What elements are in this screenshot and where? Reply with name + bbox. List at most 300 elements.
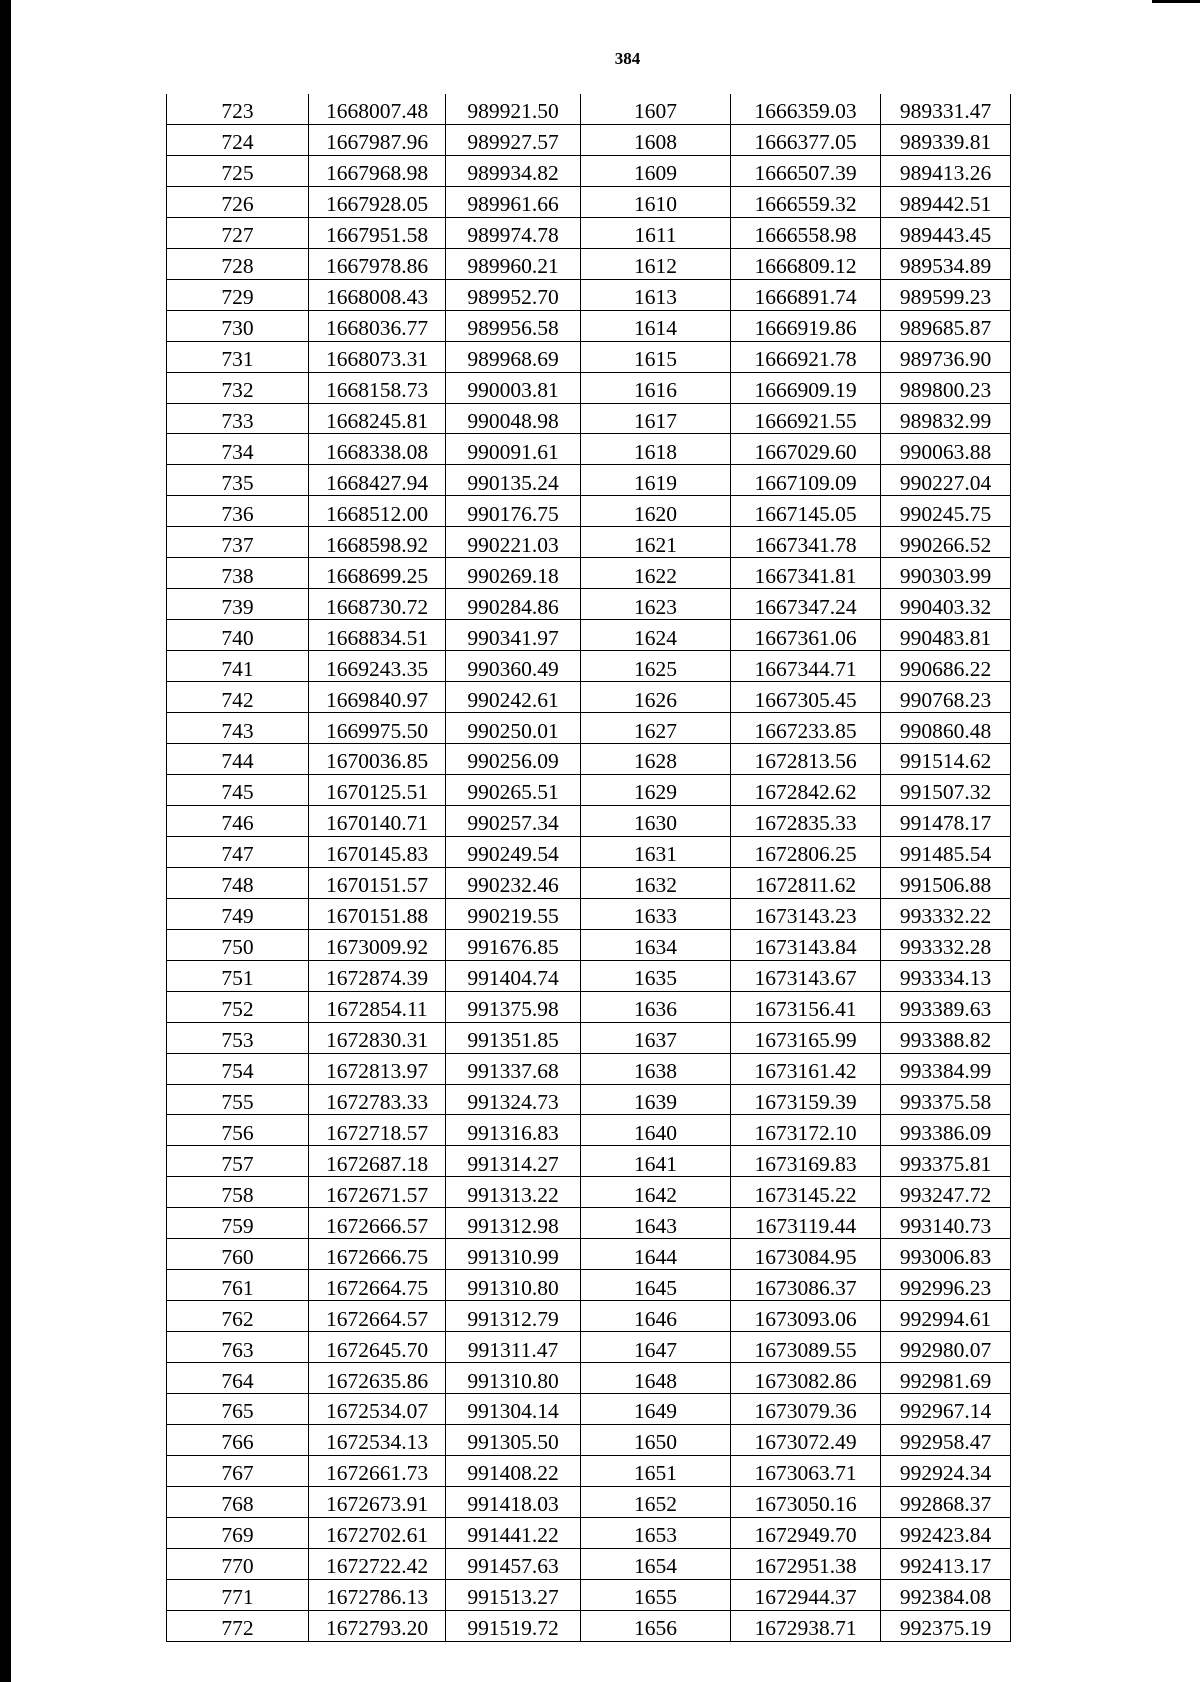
table-row bbox=[167, 1610, 1011, 1641]
table-cell-x-coordinate-left: 1672673.91 bbox=[309, 1486, 446, 1517]
table-cell-x-coordinate-right: 1673063.71 bbox=[731, 1455, 881, 1486]
table-row bbox=[167, 527, 1011, 558]
table-cell-x-coordinate-right: 1666359.03 bbox=[731, 94, 881, 124]
table-cell-point-id-left: 723 bbox=[167, 94, 309, 124]
table-cell-y-coordinate-right: 991507.32 bbox=[881, 774, 1011, 805]
table-cell-x-coordinate-left: 1672645.70 bbox=[309, 1332, 446, 1363]
table-row bbox=[167, 1177, 1011, 1208]
table-cell-y-coordinate-right: 993006.83 bbox=[881, 1239, 1011, 1270]
table-cell-point-id-left: 748 bbox=[167, 867, 309, 898]
table-cell-x-coordinate-left: 1673009.92 bbox=[309, 929, 446, 960]
table-row bbox=[167, 558, 1011, 589]
table-cell-x-coordinate-right: 1673143.23 bbox=[731, 898, 881, 929]
table-cell-y-coordinate-left: 991404.74 bbox=[446, 960, 581, 991]
table-cell-y-coordinate-left: 991312.98 bbox=[446, 1208, 581, 1239]
table-cell-x-coordinate-left: 1667978.86 bbox=[309, 248, 446, 279]
table-cell-y-coordinate-right: 989331.47 bbox=[881, 94, 1011, 124]
table-row bbox=[167, 744, 1011, 775]
table-cell-point-id-right: 1633 bbox=[581, 898, 731, 929]
table-row bbox=[167, 1053, 1011, 1084]
table-cell-x-coordinate-right: 1667341.78 bbox=[731, 527, 881, 558]
table-cell-y-coordinate-left: 991351.85 bbox=[446, 1022, 581, 1053]
table-cell-point-id-left: 745 bbox=[167, 774, 309, 805]
table-cell-x-coordinate-left: 1672661.73 bbox=[309, 1455, 446, 1486]
table-cell-point-id-left: 772 bbox=[167, 1610, 309, 1641]
table-cell-point-id-right: 1612 bbox=[581, 248, 731, 279]
table-cell-point-id-left: 741 bbox=[167, 651, 309, 682]
table-cell-y-coordinate-left: 989927.57 bbox=[446, 124, 581, 155]
table-cell-point-id-right: 1626 bbox=[581, 682, 731, 713]
table-cell-x-coordinate-right: 1667109.09 bbox=[731, 465, 881, 496]
table-cell-x-coordinate-right: 1673169.83 bbox=[731, 1146, 881, 1177]
table-cell-x-coordinate-right: 1673072.49 bbox=[731, 1424, 881, 1455]
table-cell-point-id-left: 724 bbox=[167, 124, 309, 155]
table-cell-y-coordinate-left: 990250.01 bbox=[446, 713, 581, 744]
table-cell-y-coordinate-right: 990245.75 bbox=[881, 496, 1011, 527]
table-cell-point-id-left: 762 bbox=[167, 1301, 309, 1332]
table-row bbox=[167, 1579, 1011, 1610]
table-cell-x-coordinate-right: 1667347.24 bbox=[731, 589, 881, 620]
table-cell-x-coordinate-left: 1672718.57 bbox=[309, 1115, 446, 1146]
table-row bbox=[167, 1363, 1011, 1394]
table-cell-x-coordinate-right: 1673161.42 bbox=[731, 1053, 881, 1084]
table-row bbox=[167, 496, 1011, 527]
table-row bbox=[167, 403, 1011, 434]
table-row bbox=[167, 94, 1011, 124]
table-row bbox=[167, 651, 1011, 682]
table-cell-x-coordinate-right: 1673093.06 bbox=[731, 1301, 881, 1332]
table-cell-point-id-right: 1627 bbox=[581, 713, 731, 744]
table-cell-y-coordinate-right: 990686.22 bbox=[881, 651, 1011, 682]
table-cell-y-coordinate-left: 991304.14 bbox=[446, 1394, 581, 1425]
table-row bbox=[167, 217, 1011, 248]
table-cell-y-coordinate-right: 989442.51 bbox=[881, 186, 1011, 217]
table-cell-y-coordinate-left: 990048.98 bbox=[446, 403, 581, 434]
table-row bbox=[167, 1548, 1011, 1579]
table-cell-point-id-right: 1629 bbox=[581, 774, 731, 805]
table-cell-point-id-right: 1649 bbox=[581, 1394, 731, 1425]
table-cell-point-id-left: 732 bbox=[167, 372, 309, 403]
table-cell-point-id-left: 759 bbox=[167, 1208, 309, 1239]
table-cell-y-coordinate-left: 991513.27 bbox=[446, 1579, 581, 1610]
table-cell-point-id-left: 771 bbox=[167, 1579, 309, 1610]
table-row bbox=[167, 1455, 1011, 1486]
table-cell-point-id-left: 730 bbox=[167, 310, 309, 341]
table-cell-point-id-left: 751 bbox=[167, 960, 309, 991]
table-cell-x-coordinate-right: 1672806.25 bbox=[731, 836, 881, 867]
table-cell-point-id-right: 1630 bbox=[581, 805, 731, 836]
table-cell-x-coordinate-left: 1670140.71 bbox=[309, 805, 446, 836]
table-cell-point-id-right: 1640 bbox=[581, 1115, 731, 1146]
table-cell-y-coordinate-left: 989952.70 bbox=[446, 279, 581, 310]
table-cell-point-id-right: 1631 bbox=[581, 836, 731, 867]
table-cell-x-coordinate-right: 1666559.32 bbox=[731, 186, 881, 217]
table-row bbox=[167, 1301, 1011, 1332]
table-cell-x-coordinate-left: 1670145.83 bbox=[309, 836, 446, 867]
table-cell-x-coordinate-left: 1672635.86 bbox=[309, 1363, 446, 1394]
table-row bbox=[167, 341, 1011, 372]
table-cell-x-coordinate-right: 1667305.45 bbox=[731, 682, 881, 713]
table-cell-y-coordinate-right: 989443.45 bbox=[881, 217, 1011, 248]
table-cell-y-coordinate-left: 990003.81 bbox=[446, 372, 581, 403]
table-cell-y-coordinate-left: 990219.55 bbox=[446, 898, 581, 929]
table-cell-point-id-left: 766 bbox=[167, 1424, 309, 1455]
table-cell-point-id-right: 1648 bbox=[581, 1363, 731, 1394]
table-cell-y-coordinate-left: 991441.22 bbox=[446, 1517, 581, 1548]
table-cell-point-id-left: 753 bbox=[167, 1022, 309, 1053]
table-cell-x-coordinate-left: 1668699.25 bbox=[309, 558, 446, 589]
table-cell-x-coordinate-right: 1672949.70 bbox=[731, 1517, 881, 1548]
table-cell-y-coordinate-left: 990360.49 bbox=[446, 651, 581, 682]
table-cell-point-id-right: 1608 bbox=[581, 124, 731, 155]
table-cell-x-coordinate-left: 1670036.85 bbox=[309, 744, 446, 775]
table-cell-x-coordinate-left: 1670151.88 bbox=[309, 898, 446, 929]
table-cell-x-coordinate-left: 1672786.13 bbox=[309, 1579, 446, 1610]
table-cell-point-id-right: 1632 bbox=[581, 867, 731, 898]
table-cell-x-coordinate-right: 1672835.33 bbox=[731, 805, 881, 836]
table-cell-y-coordinate-right: 992994.61 bbox=[881, 1301, 1011, 1332]
table-row bbox=[167, 620, 1011, 651]
table-cell-point-id-left: 746 bbox=[167, 805, 309, 836]
table-cell-x-coordinate-left: 1668036.77 bbox=[309, 310, 446, 341]
table-cell-point-id-right: 1621 bbox=[581, 527, 731, 558]
table-cell-point-id-right: 1646 bbox=[581, 1301, 731, 1332]
table-cell-point-id-left: 764 bbox=[167, 1363, 309, 1394]
table-cell-x-coordinate-right: 1666507.39 bbox=[731, 155, 881, 186]
table-cell-point-id-left: 752 bbox=[167, 991, 309, 1022]
table-row bbox=[167, 805, 1011, 836]
table-cell-point-id-left: 734 bbox=[167, 434, 309, 465]
table-cell-x-coordinate-left: 1672813.97 bbox=[309, 1053, 446, 1084]
table-cell-x-coordinate-right: 1666919.86 bbox=[731, 310, 881, 341]
table-cell-y-coordinate-right: 990403.32 bbox=[881, 589, 1011, 620]
table-cell-x-coordinate-right: 1672842.62 bbox=[731, 774, 881, 805]
table-cell-x-coordinate-right: 1673086.37 bbox=[731, 1270, 881, 1301]
table-cell-x-coordinate-left: 1672830.31 bbox=[309, 1022, 446, 1053]
table-cell-x-coordinate-right: 1673050.16 bbox=[731, 1486, 881, 1517]
table-cell-point-id-left: 747 bbox=[167, 836, 309, 867]
table-cell-y-coordinate-right: 993384.99 bbox=[881, 1053, 1011, 1084]
table-row bbox=[167, 929, 1011, 960]
table-cell-y-coordinate-left: 991519.72 bbox=[446, 1610, 581, 1641]
table-row bbox=[167, 836, 1011, 867]
table-cell-y-coordinate-right: 993388.82 bbox=[881, 1022, 1011, 1053]
table-cell-y-coordinate-left: 991312.79 bbox=[446, 1301, 581, 1332]
table-cell-y-coordinate-right: 989413.26 bbox=[881, 155, 1011, 186]
table-cell-x-coordinate-right: 1673089.55 bbox=[731, 1332, 881, 1363]
table-cell-y-coordinate-left: 991310.80 bbox=[446, 1363, 581, 1394]
table-cell-x-coordinate-left: 1672702.61 bbox=[309, 1517, 446, 1548]
table-row bbox=[167, 1394, 1011, 1425]
table-cell-x-coordinate-right: 1667344.71 bbox=[731, 651, 881, 682]
table-cell-y-coordinate-right: 989339.81 bbox=[881, 124, 1011, 155]
table-cell-x-coordinate-right: 1666921.55 bbox=[731, 403, 881, 434]
table-cell-x-coordinate-left: 1670125.51 bbox=[309, 774, 446, 805]
table-cell-point-id-left: 767 bbox=[167, 1455, 309, 1486]
table-cell-x-coordinate-left: 1669975.50 bbox=[309, 713, 446, 744]
table-row bbox=[167, 898, 1011, 929]
table-cell-y-coordinate-left: 991313.22 bbox=[446, 1177, 581, 1208]
table-cell-y-coordinate-right: 991514.62 bbox=[881, 744, 1011, 775]
table-cell-y-coordinate-left: 991324.73 bbox=[446, 1084, 581, 1115]
table-cell-y-coordinate-left: 990265.51 bbox=[446, 774, 581, 805]
table-cell-x-coordinate-right: 1666909.19 bbox=[731, 372, 881, 403]
page-number: 384 bbox=[614, 49, 641, 68]
table-cell-y-coordinate-left: 991457.63 bbox=[446, 1548, 581, 1579]
table-cell-y-coordinate-right: 991506.88 bbox=[881, 867, 1011, 898]
table-cell-point-id-right: 1650 bbox=[581, 1424, 731, 1455]
table-row bbox=[167, 1115, 1011, 1146]
table-row bbox=[167, 1022, 1011, 1053]
table-row bbox=[167, 310, 1011, 341]
table-row bbox=[167, 1084, 1011, 1115]
table-cell-y-coordinate-right: 990227.04 bbox=[881, 465, 1011, 496]
table-cell-x-coordinate-right: 1673172.10 bbox=[731, 1115, 881, 1146]
table-cell-y-coordinate-left: 991305.50 bbox=[446, 1424, 581, 1455]
table-cell-y-coordinate-right: 992868.37 bbox=[881, 1486, 1011, 1517]
table-cell-y-coordinate-right: 992958.47 bbox=[881, 1424, 1011, 1455]
table-cell-point-id-left: 756 bbox=[167, 1115, 309, 1146]
table-cell-x-coordinate-right: 1666891.74 bbox=[731, 279, 881, 310]
table-cell-point-id-right: 1613 bbox=[581, 279, 731, 310]
table-cell-y-coordinate-right: 989832.99 bbox=[881, 403, 1011, 434]
table-cell-point-id-right: 1636 bbox=[581, 991, 731, 1022]
table-cell-y-coordinate-left: 990284.86 bbox=[446, 589, 581, 620]
table-cell-point-id-left: 768 bbox=[167, 1486, 309, 1517]
table-row bbox=[167, 372, 1011, 403]
table-cell-y-coordinate-left: 990091.61 bbox=[446, 434, 581, 465]
table-cell-y-coordinate-right: 992413.17 bbox=[881, 1548, 1011, 1579]
table-cell-y-coordinate-right: 993375.58 bbox=[881, 1084, 1011, 1115]
table-cell-x-coordinate-right: 1673165.99 bbox=[731, 1022, 881, 1053]
table-cell-point-id-left: 750 bbox=[167, 929, 309, 960]
table-cell-y-coordinate-right: 993247.72 bbox=[881, 1177, 1011, 1208]
table-row bbox=[167, 1239, 1011, 1270]
table-cell-y-coordinate-right: 989685.87 bbox=[881, 310, 1011, 341]
table-cell-y-coordinate-left: 991676.85 bbox=[446, 929, 581, 960]
table-row bbox=[167, 682, 1011, 713]
table-cell-y-coordinate-left: 990256.09 bbox=[446, 744, 581, 775]
table-cell-x-coordinate-left: 1668158.73 bbox=[309, 372, 446, 403]
table-cell-y-coordinate-left: 991314.27 bbox=[446, 1146, 581, 1177]
table-cell-point-id-right: 1607 bbox=[581, 94, 731, 124]
table-cell-point-id-left: 727 bbox=[167, 217, 309, 248]
table-cell-x-coordinate-left: 1672664.75 bbox=[309, 1270, 446, 1301]
table-cell-y-coordinate-left: 991337.68 bbox=[446, 1053, 581, 1084]
table-cell-y-coordinate-left: 989960.21 bbox=[446, 248, 581, 279]
table-cell-y-coordinate-left: 989968.69 bbox=[446, 341, 581, 372]
table-cell-y-coordinate-left: 990257.34 bbox=[446, 805, 581, 836]
table-cell-y-coordinate-right: 990303.99 bbox=[881, 558, 1011, 589]
table-cell-x-coordinate-left: 1672874.39 bbox=[309, 960, 446, 991]
table-cell-y-coordinate-right: 992996.23 bbox=[881, 1270, 1011, 1301]
table-cell-x-coordinate-left: 1668598.92 bbox=[309, 527, 446, 558]
table-cell-y-coordinate-left: 990242.61 bbox=[446, 682, 581, 713]
table-cell-point-id-right: 1611 bbox=[581, 217, 731, 248]
table-cell-point-id-left: 754 bbox=[167, 1053, 309, 1084]
table-cell-x-coordinate-right: 1672813.56 bbox=[731, 744, 881, 775]
table-cell-x-coordinate-left: 1668338.08 bbox=[309, 434, 446, 465]
table-cell-point-id-right: 1638 bbox=[581, 1053, 731, 1084]
table-row bbox=[167, 589, 1011, 620]
table-cell-x-coordinate-left: 1669840.97 bbox=[309, 682, 446, 713]
table-cell-point-id-left: 769 bbox=[167, 1517, 309, 1548]
table-cell-y-coordinate-left: 990176.75 bbox=[446, 496, 581, 527]
table-cell-y-coordinate-left: 990341.97 bbox=[446, 620, 581, 651]
table-cell-x-coordinate-right: 1667145.05 bbox=[731, 496, 881, 527]
table-cell-point-id-right: 1639 bbox=[581, 1084, 731, 1115]
table-cell-y-coordinate-right: 990483.81 bbox=[881, 620, 1011, 651]
table-cell-point-id-right: 1619 bbox=[581, 465, 731, 496]
table-cell-point-id-right: 1651 bbox=[581, 1455, 731, 1486]
table-cell-point-id-right: 1609 bbox=[581, 155, 731, 186]
table-cell-x-coordinate-right: 1667361.06 bbox=[731, 620, 881, 651]
table-cell-x-coordinate-left: 1670151.57 bbox=[309, 867, 446, 898]
table-cell-y-coordinate-left: 991311.47 bbox=[446, 1332, 581, 1363]
table-cell-point-id-left: 763 bbox=[167, 1332, 309, 1363]
table-cell-x-coordinate-left: 1672534.13 bbox=[309, 1424, 446, 1455]
table-row bbox=[167, 465, 1011, 496]
table-cell-point-id-right: 1641 bbox=[581, 1146, 731, 1177]
table-cell-x-coordinate-left: 1668073.31 bbox=[309, 341, 446, 372]
table-cell-x-coordinate-left: 1668008.43 bbox=[309, 279, 446, 310]
table-cell-point-id-left: 744 bbox=[167, 744, 309, 775]
table-cell-point-id-right: 1614 bbox=[581, 310, 731, 341]
table-cell-y-coordinate-left: 989961.66 bbox=[446, 186, 581, 217]
table-cell-y-coordinate-right: 990266.52 bbox=[881, 527, 1011, 558]
table-row bbox=[167, 155, 1011, 186]
table-cell-point-id-right: 1653 bbox=[581, 1517, 731, 1548]
table-cell-point-id-left: 738 bbox=[167, 558, 309, 589]
table-cell-y-coordinate-left: 990269.18 bbox=[446, 558, 581, 589]
table-cell-point-id-left: 735 bbox=[167, 465, 309, 496]
table-cell-x-coordinate-left: 1672671.57 bbox=[309, 1177, 446, 1208]
table-cell-point-id-right: 1628 bbox=[581, 744, 731, 775]
table-cell-y-coordinate-left: 991375.98 bbox=[446, 991, 581, 1022]
table-cell-point-id-left: 758 bbox=[167, 1177, 309, 1208]
table-row bbox=[167, 1486, 1011, 1517]
table-cell-y-coordinate-right: 993375.81 bbox=[881, 1146, 1011, 1177]
table-cell-point-id-left: 757 bbox=[167, 1146, 309, 1177]
table-row bbox=[167, 960, 1011, 991]
table-cell-y-coordinate-right: 992967.14 bbox=[881, 1394, 1011, 1425]
table-cell-point-id-left: 761 bbox=[167, 1270, 309, 1301]
table-cell-y-coordinate-right: 992981.69 bbox=[881, 1363, 1011, 1394]
table-cell-point-id-right: 1656 bbox=[581, 1610, 731, 1641]
table-cell-point-id-right: 1620 bbox=[581, 496, 731, 527]
table-cell-point-id-right: 1624 bbox=[581, 620, 731, 651]
table-cell-y-coordinate-left: 990221.03 bbox=[446, 527, 581, 558]
table-cell-x-coordinate-left: 1672664.57 bbox=[309, 1301, 446, 1332]
table-cell-x-coordinate-right: 1673143.67 bbox=[731, 960, 881, 991]
table-cell-y-coordinate-right: 992924.34 bbox=[881, 1455, 1011, 1486]
table-row bbox=[167, 186, 1011, 217]
table-cell-point-id-left: 728 bbox=[167, 248, 309, 279]
table-cell-point-id-right: 1618 bbox=[581, 434, 731, 465]
table-cell-y-coordinate-right: 993332.22 bbox=[881, 898, 1011, 929]
table-cell-x-coordinate-right: 1673143.84 bbox=[731, 929, 881, 960]
table-cell-y-coordinate-right: 990063.88 bbox=[881, 434, 1011, 465]
table-cell-x-coordinate-left: 1668245.81 bbox=[309, 403, 446, 434]
table-row bbox=[167, 1517, 1011, 1548]
table-cell-x-coordinate-left: 1668007.48 bbox=[309, 94, 446, 124]
table-cell-point-id-right: 1635 bbox=[581, 960, 731, 991]
table-cell-point-id-right: 1610 bbox=[581, 186, 731, 217]
table-cell-y-coordinate-right: 989599.23 bbox=[881, 279, 1011, 310]
table-cell-x-coordinate-left: 1672666.75 bbox=[309, 1239, 446, 1270]
table-cell-x-coordinate-right: 1666809.12 bbox=[731, 248, 881, 279]
table-cell-y-coordinate-right: 993386.09 bbox=[881, 1115, 1011, 1146]
table-cell-y-coordinate-right: 992980.07 bbox=[881, 1332, 1011, 1363]
table-cell-x-coordinate-left: 1667928.05 bbox=[309, 186, 446, 217]
table-row bbox=[167, 248, 1011, 279]
table-cell-point-id-right: 1644 bbox=[581, 1239, 731, 1270]
table-cell-x-coordinate-left: 1668730.72 bbox=[309, 589, 446, 620]
table-cell-point-id-left: 770 bbox=[167, 1548, 309, 1579]
table-row bbox=[167, 1208, 1011, 1239]
table-cell-y-coordinate-right: 991478.17 bbox=[881, 805, 1011, 836]
table-cell-point-id-left: 740 bbox=[167, 620, 309, 651]
table-cell-y-coordinate-left: 991316.83 bbox=[446, 1115, 581, 1146]
table-cell-x-coordinate-left: 1667951.58 bbox=[309, 217, 446, 248]
table-cell-point-id-right: 1642 bbox=[581, 1177, 731, 1208]
table-cell-point-id-right: 1634 bbox=[581, 929, 731, 960]
table-cell-point-id-right: 1616 bbox=[581, 372, 731, 403]
table-cell-point-id-left: 731 bbox=[167, 341, 309, 372]
table-row bbox=[167, 434, 1011, 465]
table-cell-y-coordinate-right: 992384.08 bbox=[881, 1579, 1011, 1610]
table-cell-point-id-left: 749 bbox=[167, 898, 309, 929]
table-cell-point-id-left: 760 bbox=[167, 1239, 309, 1270]
table-cell-x-coordinate-left: 1672854.11 bbox=[309, 991, 446, 1022]
table-row bbox=[167, 867, 1011, 898]
table-cell-x-coordinate-right: 1667233.85 bbox=[731, 713, 881, 744]
table-cell-point-id-left: 729 bbox=[167, 279, 309, 310]
table-cell-x-coordinate-left: 1667968.98 bbox=[309, 155, 446, 186]
table-cell-y-coordinate-left: 991310.80 bbox=[446, 1270, 581, 1301]
table-cell-point-id-left: 755 bbox=[167, 1084, 309, 1115]
table-row bbox=[167, 1332, 1011, 1363]
table-row bbox=[167, 1146, 1011, 1177]
table-cell-x-coordinate-right: 1673159.39 bbox=[731, 1084, 881, 1115]
table-cell-x-coordinate-left: 1668512.00 bbox=[309, 496, 446, 527]
table-row bbox=[167, 991, 1011, 1022]
table-cell-y-coordinate-right: 990860.48 bbox=[881, 713, 1011, 744]
table-cell-x-coordinate-left: 1672534.07 bbox=[309, 1394, 446, 1425]
table-cell-x-coordinate-left: 1669243.35 bbox=[309, 651, 446, 682]
table-cell-y-coordinate-left: 989974.78 bbox=[446, 217, 581, 248]
table-cell-x-coordinate-left: 1668427.94 bbox=[309, 465, 446, 496]
table-cell-x-coordinate-left: 1672687.18 bbox=[309, 1146, 446, 1177]
table-row bbox=[167, 774, 1011, 805]
table-cell-x-coordinate-left: 1672666.57 bbox=[309, 1208, 446, 1239]
table-cell-point-id-left: 733 bbox=[167, 403, 309, 434]
table-cell-point-id-left: 765 bbox=[167, 1394, 309, 1425]
table-cell-y-coordinate-right: 992423.84 bbox=[881, 1517, 1011, 1548]
table-cell-point-id-left: 725 bbox=[167, 155, 309, 186]
coordinates-table-body bbox=[167, 94, 1011, 1641]
table-cell-point-id-right: 1615 bbox=[581, 341, 731, 372]
coordinates-table bbox=[166, 94, 1011, 1642]
table-cell-point-id-left: 736 bbox=[167, 496, 309, 527]
table-row bbox=[167, 279, 1011, 310]
table-cell-y-coordinate-right: 990768.23 bbox=[881, 682, 1011, 713]
table-row bbox=[167, 124, 1011, 155]
table-cell-point-id-right: 1654 bbox=[581, 1548, 731, 1579]
table-cell-x-coordinate-right: 1666921.78 bbox=[731, 341, 881, 372]
table-cell-x-coordinate-right: 1673119.44 bbox=[731, 1208, 881, 1239]
table-cell-y-coordinate-left: 989921.50 bbox=[446, 94, 581, 124]
